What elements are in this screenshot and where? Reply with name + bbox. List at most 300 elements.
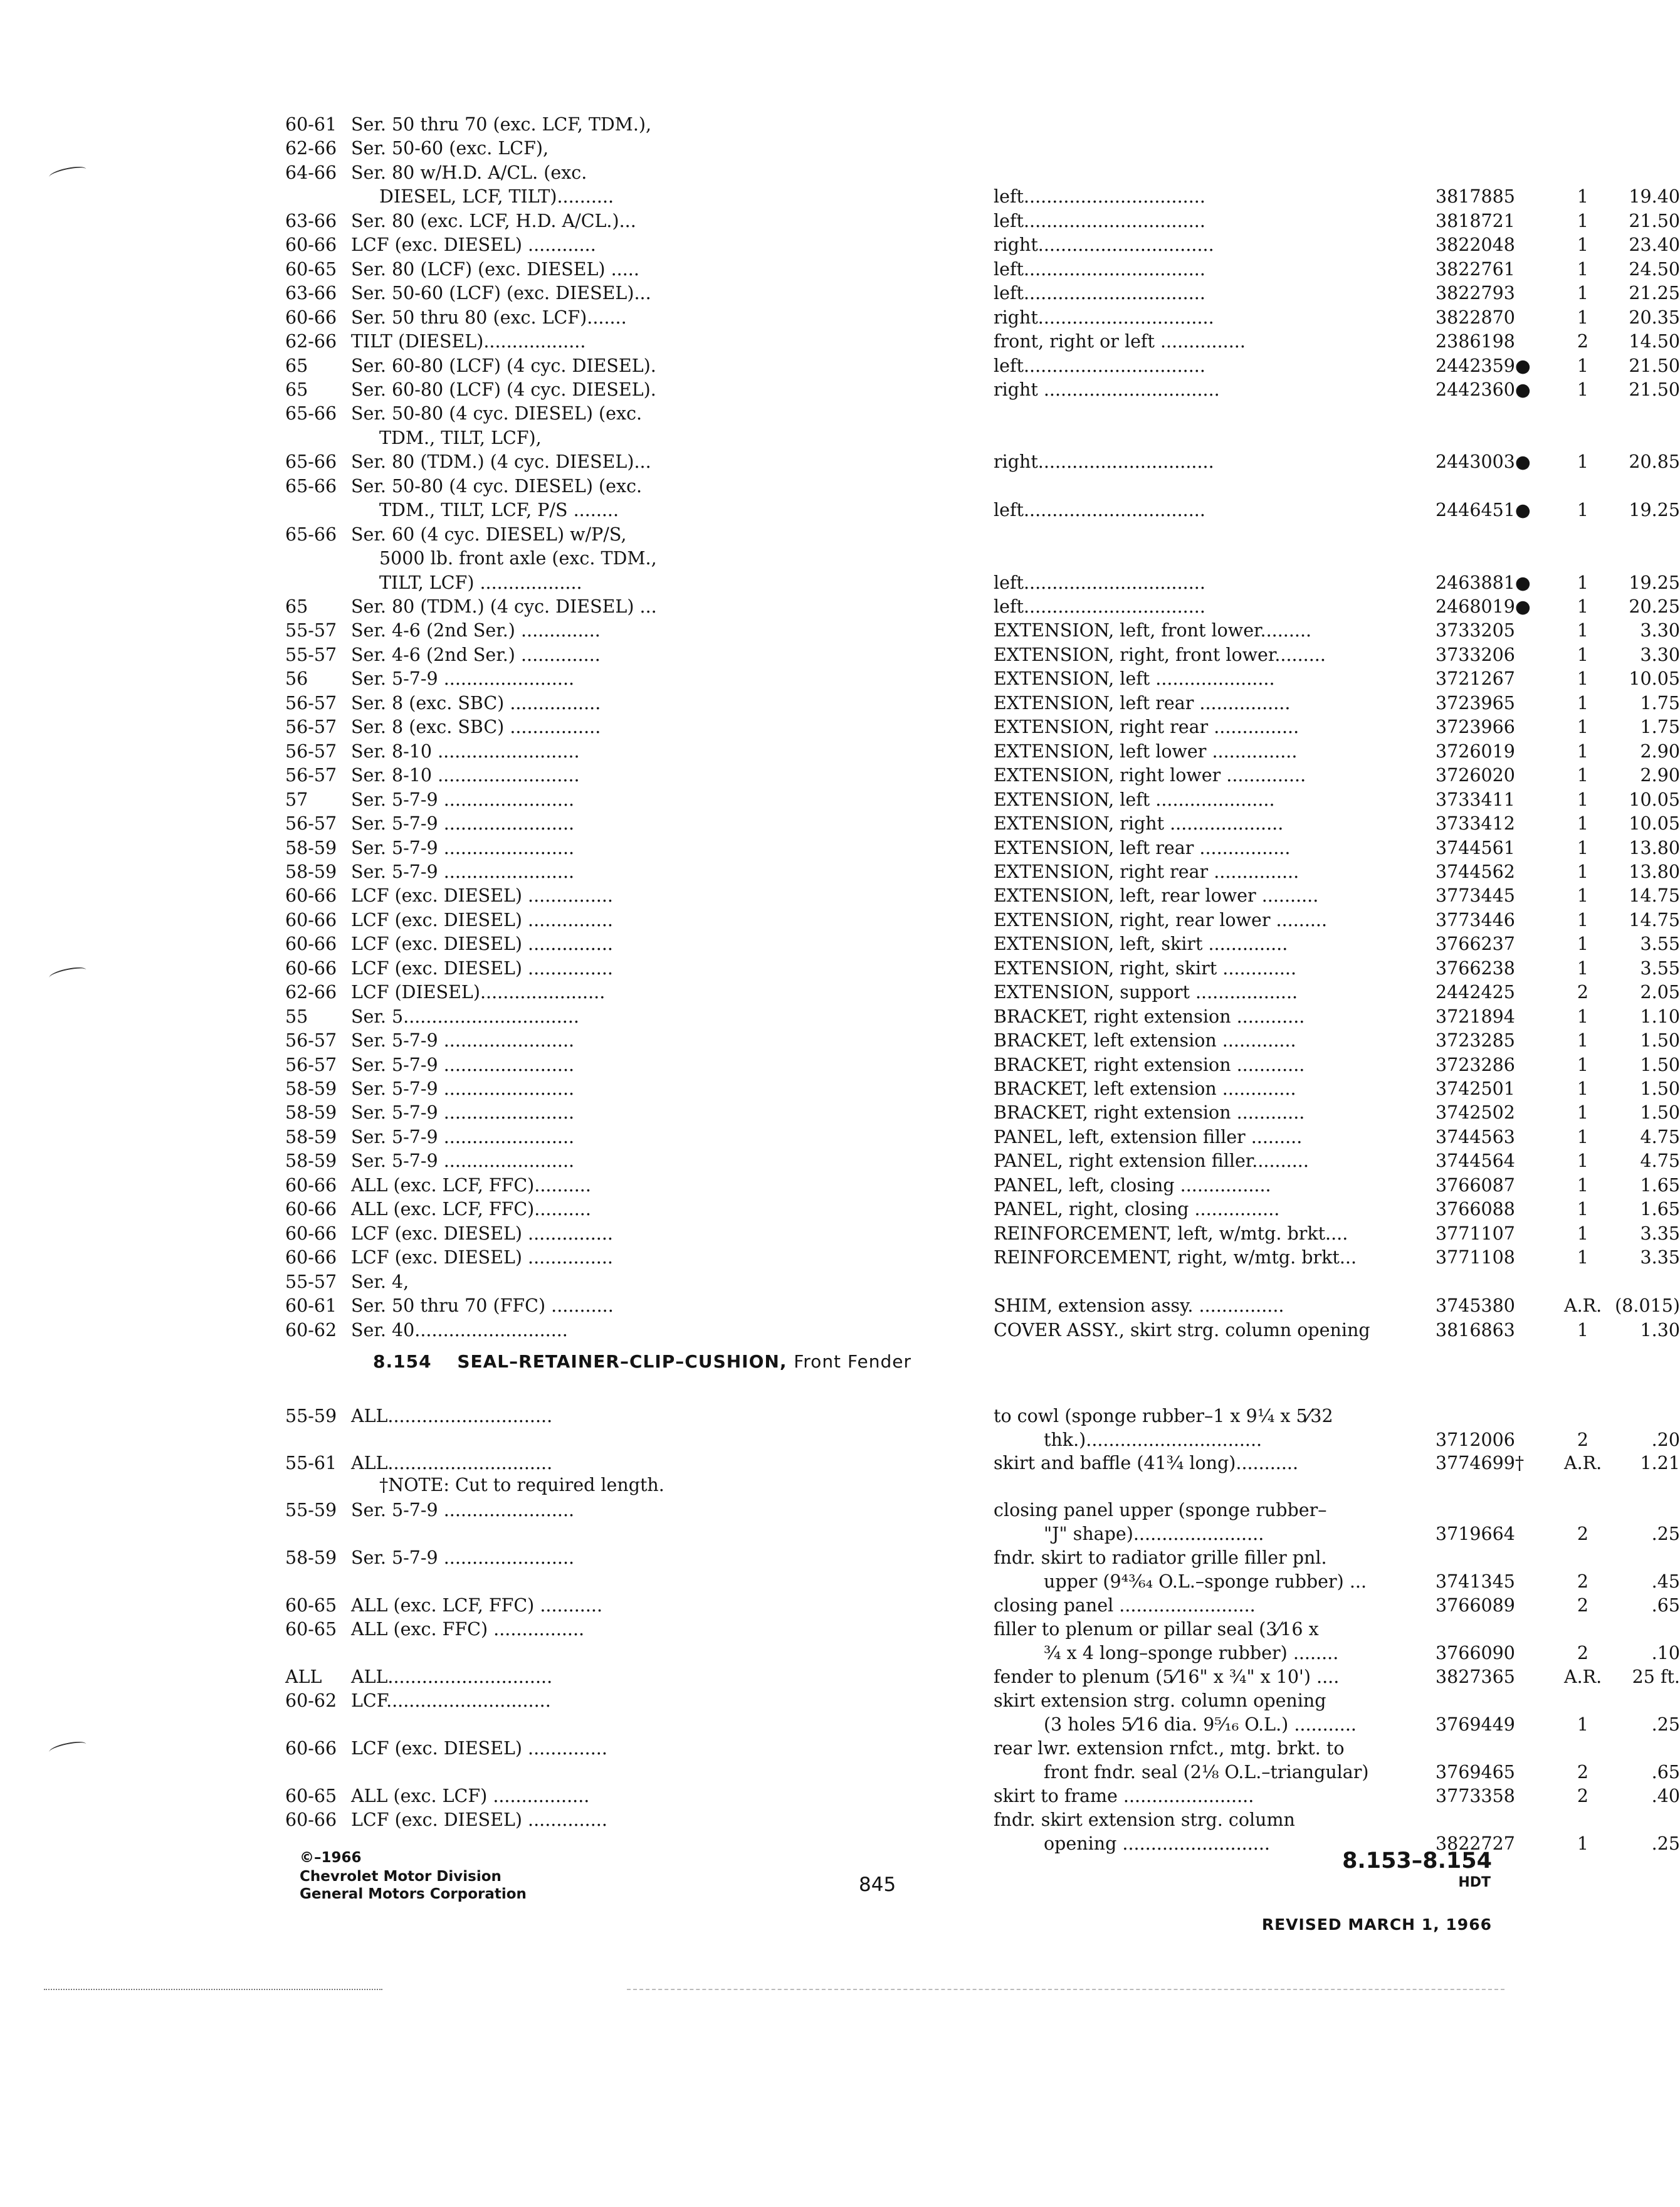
part-number-cell: 3769465 [1436,1762,1515,1783]
table-row [285,1689,1395,1713]
price-cell: 19.25 [1629,500,1680,521]
year-cell: 55-59 [285,1406,337,1426]
year-cell: 60-65 [285,1595,337,1616]
quantity-cell: 2 [1577,982,1589,1003]
table-row [285,1784,1680,1808]
quantity-cell: 2 [1577,1524,1589,1544]
quantity-cell: 2 [1577,1430,1589,1450]
year-cell: 62-66 [285,331,337,352]
part-number-cell: 3723965 [1436,692,1515,714]
description-cell: thk.)............................... [1044,1430,1263,1450]
application-cell: Ser. 5-7-9 ....................... [351,861,575,882]
application-cell: LCF (exc. DIESEL) ............... [351,909,613,930]
part-number-cell: 3744564 [1436,1151,1515,1172]
table-row [285,1125,1680,1149]
description-cell: EXTENSION, left lower ............... [994,740,1298,762]
table-row [285,450,1680,474]
price-cell: 14.75 [1629,885,1680,907]
part-number-cell: 3766088 [1436,1199,1515,1220]
description-cell: ¾ x 4 long–sponge rubber) ........ [1044,1643,1339,1663]
year-cell: 65-66 [285,475,337,497]
table-row [285,161,1395,185]
application-cell: Ser. 80 (TDM.) (4 cyc. DIESEL)... [351,451,651,473]
binding-mark [48,1739,87,1757]
year-cell: 60-62 [285,1690,337,1711]
application-cell: Ser. 5............................... [351,1006,579,1027]
application-cell: Ser. 80 (TDM.) (4 cyc. DIESEL) ... [351,596,657,617]
part-number-cell: 3733206 [1436,644,1515,665]
section-subtitle: Front Fender [794,1351,911,1372]
quantity-cell: 1 [1577,644,1589,665]
table-row [285,1451,1680,1475]
price-cell: .10 [1651,1643,1680,1663]
part-number-cell: 3742501 [1436,1078,1515,1099]
price-cell: 21.50 [1629,355,1680,376]
table-row [285,1499,1395,1522]
quantity-cell: A.R. [1564,1667,1602,1687]
table-row [285,1404,1395,1428]
description-cell: EXTENSION, left, skirt .............. [994,934,1288,955]
year-cell: 60-66 [285,957,337,979]
part-number-cell: 3769449 [1436,1714,1515,1735]
year-cell: 60-66 [285,885,337,907]
application-cell: Ser. 60-80 (LCF) (4 cyc. DIESEL). [351,379,656,400]
description-cell: EXTENSION, left rear ................ [994,692,1291,714]
price-cell: 1.75 [1640,717,1680,738]
year-cell: 60-65 [285,258,337,280]
quantity-cell: 1 [1577,692,1589,714]
table-row [285,354,1680,378]
part-number-cell: 2463881● [1436,572,1531,593]
part-number-cell: 3744562 [1436,861,1515,882]
table-row [285,475,1395,498]
description-cell: REINFORCEMENT, right, w/mtg. brkt... [994,1247,1357,1268]
table-row [285,1761,1680,1784]
description-cell: EXTENSION, right rear ............... [994,717,1299,738]
table-row [285,1808,1395,1832]
quantity-cell: 1 [1577,885,1589,907]
price-cell: 2.90 [1640,765,1680,786]
application-cell: Ser. 8-10 ......................... [351,765,580,786]
quantity-cell: 1 [1577,500,1589,521]
quantity-cell: 1 [1577,740,1589,762]
year-cell: 55-61 [285,1453,337,1473]
application-cell: LCF (DIESEL)...................... [351,982,606,1003]
quantity-cell: 1 [1577,765,1589,786]
quantity-cell: 1 [1577,283,1589,304]
application-cell: LCF............................. [351,1690,551,1711]
table-row [285,860,1680,884]
quantity-cell: 1 [1577,717,1589,738]
price-cell: .65 [1651,1595,1680,1616]
price-cell: 13.80 [1629,837,1680,858]
year-cell: 65 [285,596,308,617]
description-cell: upper (9⁴³⁄₆₄ O.L.–sponge rubber) ... [1044,1571,1367,1592]
description-cell: EXTENSION, right, front lower......... [994,644,1326,665]
part-number-cell: 3726019 [1436,740,1515,762]
application-cell: Ser. 4-6 (2nd Ser.) .............. [351,620,601,641]
year-cell: 55-59 [285,1500,337,1520]
price-cell: 14.50 [1629,331,1680,352]
description-cell: left................................ [994,500,1205,521]
description-cell: EXTENSION, left ..................... [994,668,1275,690]
quantity-cell: 1 [1577,1223,1589,1244]
price-cell: .40 [1651,1786,1680,1806]
year-cell: 58-59 [285,1102,337,1124]
price-cell: 19.40 [1629,186,1680,208]
revised-date: REVISED MARCH 1, 1966 [1261,1915,1492,1934]
binding-mark [48,965,87,982]
quantity-cell: 1 [1577,1247,1589,1268]
application-cell: ALL (exc. FFC) ................ [351,1619,585,1640]
year-cell: ALL [285,1667,322,1687]
table-row [285,981,1680,1004]
table-row [285,330,1680,354]
description-cell: skirt and baffle (41¾ long)........... [994,1453,1299,1473]
application-cell: Ser. 4, [351,1271,409,1292]
year-cell: 60-62 [285,1319,337,1341]
year-cell: 65 [285,379,308,400]
quantity-cell: 1 [1577,934,1589,955]
application-cell: 5000 lb. front axle (exc. TDM., [379,548,657,569]
section-range: 8.153–8.154 [1342,1848,1492,1873]
quantity-cell: 1 [1577,572,1589,593]
year-cell: 58-59 [285,1078,337,1099]
quantity-cell: 1 [1577,596,1589,617]
price-cell: 21.50 [1629,379,1680,400]
part-number-cell: 3822761 [1436,258,1515,280]
year-cell: 60-66 [285,1809,337,1830]
application-cell: Ser. 50-60 (LCF) (exc. DIESEL)... [351,283,651,304]
price-cell: .25 [1651,1714,1680,1735]
table-row [285,909,1680,932]
application-cell: Ser. 8 (exc. SBC) ................ [351,717,601,738]
quantity-cell: 1 [1577,1006,1589,1027]
description-cell: rear lwr. extension rnfct., mtg. brkt. to [994,1738,1345,1759]
description-cell: opening .......................... [1044,1833,1270,1854]
year-cell: 56-57 [285,717,337,738]
table-row [285,306,1680,330]
part-number-cell: 3822727 [1436,1833,1515,1854]
year-cell: 55 [285,1006,308,1027]
application-cell: Ser. 80 (exc. LCF, H.D. A/CL.)... [351,210,636,231]
year-cell: 58-59 [285,1126,337,1147]
year-cell: 58-59 [285,1547,337,1568]
year-cell: 56-57 [285,813,337,835]
quantity-cell: 1 [1577,1174,1589,1196]
description-cell: EXTENSION, right, rear lower ......... [994,909,1328,930]
description-cell: (3 holes 5⁄16 dia. 9⁵⁄₁₆ O.L.) ........... [1044,1714,1357,1735]
part-number-cell: 3733411 [1436,789,1515,810]
table-row [285,1294,1680,1318]
quantity-cell: 1 [1577,234,1589,256]
description-cell: closing panel ........................ [994,1595,1256,1616]
table-row [285,426,1395,450]
part-number-cell: 3742502 [1436,1102,1515,1124]
part-number-cell: 3744563 [1436,1126,1515,1147]
quantity-cell: 1 [1577,789,1589,810]
part-number-cell: 3816863 [1436,1319,1515,1341]
price-cell: .20 [1651,1430,1680,1450]
price-cell: (8.015) [1615,1295,1680,1317]
part-number-cell: 2442359● [1436,355,1531,376]
year-cell: 56-57 [285,765,337,786]
quantity-cell: 1 [1577,186,1589,208]
table-row [285,1198,1680,1221]
application-cell: ALL (exc. LCF, FFC).......... [351,1174,591,1196]
year-cell: 56 [285,668,308,690]
description-cell: BRACKET, right extension ............ [994,1006,1305,1027]
description-cell: BRACKET, right extension ............ [994,1054,1305,1075]
table-row [285,113,1395,137]
part-number-cell: 2443003● [1436,451,1531,473]
part-number-cell: 3822870 [1436,307,1515,328]
price-cell: 4.75 [1640,1126,1680,1147]
year-cell: 58-59 [285,1151,337,1172]
application-cell: LCF (exc. DIESEL) ............... [351,934,613,955]
year-cell: 55-57 [285,644,337,665]
year-cell: 60-66 [285,1199,337,1220]
year-cell: 60-61 [285,114,337,135]
price-cell: 1.10 [1640,1006,1680,1027]
year-cell: 60-66 [285,1223,337,1244]
price-cell: 1.50 [1640,1078,1680,1099]
quantity-cell: 1 [1577,210,1589,231]
description-cell: right............................... [994,307,1214,328]
part-number-cell: 3774699† [1436,1453,1525,1473]
quantity-cell: 1 [1577,909,1589,930]
table-row [285,884,1680,908]
description-cell: BRACKET, left extension ............. [994,1078,1296,1099]
part-number-cell: 3721267 [1436,668,1515,690]
application-cell: Ser. 5-7-9 ....................... [351,1078,575,1099]
part-number-cell: 3818721 [1436,210,1515,231]
description-cell: front fndr. seal (2⅛ O.L.–triangular) [1044,1762,1369,1783]
year-cell: 58-59 [285,837,337,858]
part-number-cell: 3719664 [1436,1524,1515,1544]
table-row [285,619,1680,643]
table-row [285,1053,1680,1077]
application-cell: LCF (exc. DIESEL) ............... [351,1223,613,1244]
application-cell: DIESEL, LCF, TILT).......... [379,186,614,208]
part-number-cell: 3817885 [1436,186,1515,208]
application-cell: Ser. 5-7-9 ....................... [351,1102,575,1124]
part-number-cell: 2468019● [1436,596,1531,617]
year-cell: 56-57 [285,740,337,762]
description-cell: closing panel upper (sponge rubber– [994,1500,1327,1520]
application-cell: TDM., TILT, LCF, P/S ........ [379,500,619,521]
application-cell: LCF (exc. DIESEL) ............... [351,885,613,907]
quantity-cell: A.R. [1564,1295,1602,1317]
description-cell: left................................ [994,572,1205,593]
part-number-cell: 3773358 [1436,1786,1515,1806]
table-row [285,1270,1395,1294]
application-cell: Ser. 5-7-9 ....................... [351,1054,575,1075]
quantity-cell: 2 [1577,1762,1589,1783]
application-cell: TILT, LCF) .................. [379,572,582,593]
description-cell: REINFORCEMENT, left, w/mtg. brkt.... [994,1223,1348,1244]
part-number-cell: 3766090 [1436,1643,1515,1663]
table-row [285,1149,1680,1173]
quantity-cell: 1 [1577,1199,1589,1220]
year-cell: 55-57 [285,1271,337,1292]
price-cell: 14.75 [1629,909,1680,930]
scan-line [627,1989,1504,1990]
quantity-cell: 1 [1577,861,1589,882]
year-cell: 56-57 [285,692,337,714]
part-number-cell: 2442425 [1436,982,1515,1003]
application-cell: Ser. 50 thru 70 (FFC) ........... [351,1295,614,1317]
part-number-cell: 3744561 [1436,837,1515,858]
year-cell: 62-66 [285,982,337,1003]
application-cell: Ser. 8-10 ......................... [351,740,580,762]
quantity-cell: 1 [1577,957,1589,979]
quantity-cell: 1 [1577,379,1589,400]
table-row [285,1005,1680,1029]
price-cell: 1.21 [1640,1453,1680,1473]
application-cell: LCF (exc. DIESEL) .............. [351,1809,607,1830]
series-code: HDT [1458,1875,1491,1890]
part-number-cell: 3723286 [1436,1054,1515,1075]
description-cell: EXTENSION, left, front lower......... [994,620,1312,641]
year-cell: 58-59 [285,861,337,882]
part-number-cell: 3741345 [1436,1571,1515,1592]
application-cell: Ser. 80 (LCF) (exc. DIESEL) ..... [351,258,639,280]
application-cell: Ser. 5-7-9 ....................... [351,837,575,858]
year-cell: 60-66 [285,934,337,955]
price-cell: 20.25 [1629,596,1680,617]
binding-mark [48,164,87,182]
page-number: 845 [859,1873,896,1896]
price-cell: 3.55 [1640,934,1680,955]
part-number-cell: 3771107 [1436,1223,1515,1244]
division: Chevrolet Motor Division [300,1868,501,1885]
application-cell: Ser. 5-7-9 ....................... [351,1500,575,1520]
table-row [285,1713,1680,1737]
application-cell: LCF (exc. DIESEL) .............. [351,1738,607,1759]
table-row [285,740,1680,764]
price-cell: 2.90 [1640,740,1680,762]
description-cell: PANEL, right extension filler.......... [994,1151,1309,1172]
price-cell: 3.30 [1640,620,1680,641]
quantity-cell: 1 [1577,668,1589,690]
year-cell: 65 [285,355,308,376]
quantity-cell: 1 [1577,1102,1589,1124]
quantity-cell: 2 [1577,331,1589,352]
table-row [285,1665,1680,1689]
scan-line [44,1989,382,1990]
description-cell: EXTENSION, left rear ................ [994,837,1291,858]
price-cell: 10.05 [1629,789,1680,810]
part-number-cell: 2386198 [1436,331,1515,352]
table-row [285,595,1680,619]
quantity-cell: 1 [1577,813,1589,835]
quantity-cell: 1 [1577,1714,1589,1735]
application-cell: LCF (exc. DIESEL) ............... [351,957,613,979]
table-row [285,788,1680,812]
price-cell: 1.50 [1640,1030,1680,1051]
price-cell: 3.55 [1640,957,1680,979]
application-cell: Ser. 60 (4 cyc. DIESEL) w/P/S, [351,524,627,545]
description-cell: PANEL, left, extension filler ......... [994,1126,1303,1147]
description-cell: BRACKET, right extension ............ [994,1102,1305,1124]
table-row [285,258,1680,282]
part-number-cell: 3745380 [1436,1295,1515,1317]
table-row [285,643,1680,667]
application-cell: ALL............................. [351,1406,553,1426]
quantity-cell: 2 [1577,1643,1589,1663]
part-number-cell: 3766089 [1436,1595,1515,1616]
application-cell: Ser. 80 w/H.D. A/CL. (exc. [351,162,587,183]
part-number-cell: 2442360● [1436,379,1531,400]
description-cell: SHIM, extension assy. ............... [994,1295,1284,1317]
table-row [285,523,1395,547]
quantity-cell: A.R. [1564,1453,1602,1473]
section-heading [373,1351,911,1372]
year-cell: 63-66 [285,283,337,304]
quantity-cell: 1 [1577,1054,1589,1075]
quantity-cell: 1 [1577,837,1589,858]
price-cell: 4.75 [1640,1151,1680,1172]
year-cell: 56-57 [285,1030,337,1051]
quantity-cell: 1 [1577,258,1589,280]
description-cell: left................................ [994,283,1205,304]
application-cell: Ser. 50-60 (exc. LCF), [351,138,549,159]
part-number-cell: 3766238 [1436,957,1515,979]
price-cell: 1.75 [1640,692,1680,714]
description-cell: right............................... [994,451,1214,473]
price-cell: 13.80 [1629,861,1680,882]
description-cell: right ............................... [994,379,1220,400]
application-cell: Ser. 50 thru 80 (exc. LCF)....... [351,307,627,328]
year-cell: 60-66 [285,1247,337,1268]
part-number-cell: 3733205 [1436,620,1515,641]
price-cell: .25 [1651,1833,1680,1854]
year-cell: 63-66 [285,210,337,231]
price-cell: 1.30 [1640,1319,1680,1341]
application-cell: Ser. 5-7-9 ....................... [351,1151,575,1172]
price-cell: .65 [1651,1762,1680,1783]
table-row [285,1522,1680,1546]
table-row [285,1077,1680,1101]
description-cell: BRACKET, left extension ............. [994,1030,1296,1051]
part-number-cell: 3723966 [1436,717,1515,738]
price-cell: 25 ft. [1632,1667,1680,1687]
table-row [285,1737,1395,1761]
table-row [285,209,1680,233]
description-cell: PANEL, right, closing ............... [994,1199,1280,1220]
part-number-cell: 3827365 [1436,1667,1515,1687]
quantity-cell: 2 [1577,1786,1589,1806]
part-number-cell: 3733412 [1436,813,1515,835]
table-row [285,836,1680,860]
description-cell: left................................ [994,355,1205,376]
part-number-cell: 3822793 [1436,283,1515,304]
application-cell: Ser. 4-6 (2nd Ser.) .............. [351,644,601,665]
year-cell: 60-66 [285,1174,337,1196]
description-cell: left................................ [994,186,1205,208]
price-cell: 10.05 [1629,813,1680,835]
price-cell: 2.05 [1640,982,1680,1003]
description-cell: PANEL, left, closing ................ [994,1174,1271,1196]
table-row [285,1428,1680,1452]
description-cell: fndr. skirt to radiator grille filler pnl. [994,1547,1327,1568]
application-cell: ALL............................. [351,1453,553,1473]
description-cell: EXTENSION, right lower .............. [994,765,1306,786]
table-row [285,185,1680,209]
quantity-cell: 1 [1577,620,1589,641]
year-cell: 64-66 [285,162,337,183]
